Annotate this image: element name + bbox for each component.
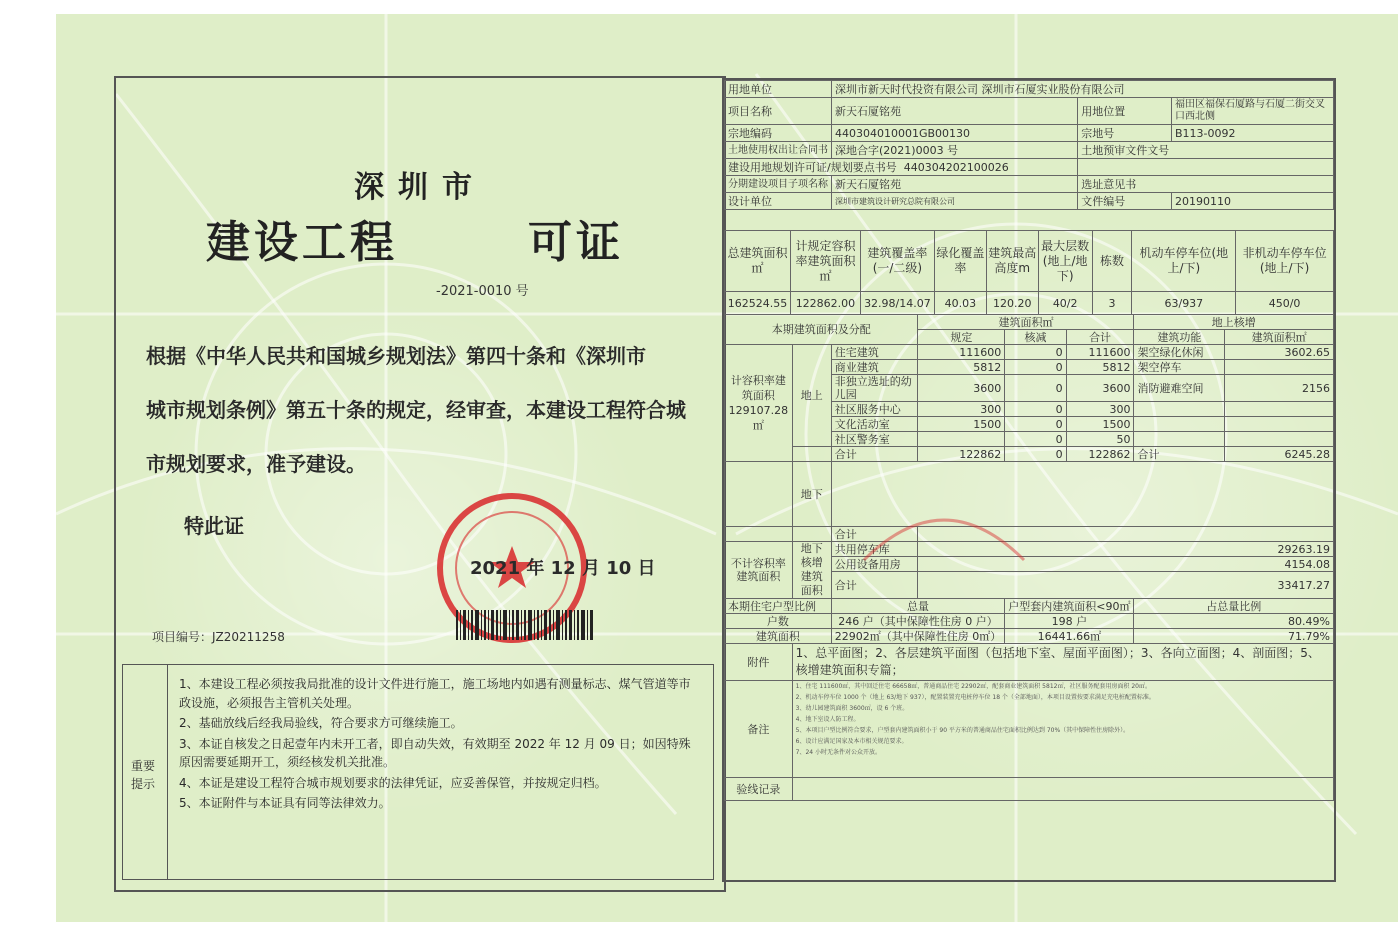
area-label: 建筑面积 (725, 629, 832, 644)
doc-no-value: 20190110 (1171, 193, 1333, 210)
col-total: 合计 (1066, 330, 1134, 345)
function-area (1225, 417, 1334, 432)
attachments-text: 1、总平面图；2、各层建筑平面图（包括地下室、屋面平面图）；3、各向立面图；4、剖面图；5、核增建筑面积专篇； (792, 644, 1333, 681)
use-name: 商业建筑 (831, 360, 918, 375)
housing-col-small: 户型套内建筑面积<90㎡ (1005, 599, 1134, 614)
use-name: 文化活动室 (831, 417, 918, 432)
project-name-label: 项目名称 (725, 98, 832, 125)
area-total: 22902㎡（其中保障性住房 0㎡） (831, 629, 1005, 644)
land-user-label: 用地单位 (725, 81, 832, 98)
parcel-no-label: 宗地号 (1078, 125, 1172, 142)
metric-value: 3 (1092, 292, 1132, 315)
function-name (1134, 417, 1225, 432)
function-area (1225, 360, 1334, 375)
use-deduction: 0 (1005, 417, 1066, 432)
empty-cell (1078, 159, 1334, 176)
remark-item: 2、机动车停车位 1000 个（地上 63/地下 937），配置装置充电桩停车位 18 个（全部地面），本项目设置按要求满足充电桩配置标准。 (795, 694, 1155, 701)
sub-project-label: 分期建设项目子项名称 (725, 176, 832, 193)
metric-header: 非机动车停车位(地上/下) (1236, 231, 1334, 292)
non-fac-total: 33417.27 (918, 572, 1334, 599)
certificate-sheet (56, 14, 1398, 922)
use-standard: 111600 (918, 345, 1005, 360)
title-part1: 建设工程 (206, 217, 398, 268)
issue-date: 2021 年 12 月 10 日 (470, 558, 656, 579)
metric-header: 建筑覆盖率(一/二级) (860, 231, 934, 292)
attachments-label: 附件 (725, 644, 793, 681)
subtotal-label: 合计 (831, 447, 918, 462)
use-name: 社区服务中心 (831, 402, 918, 417)
important-notes-box (122, 664, 714, 880)
remark-item: 7、24 小时无条件对公众开放。 (795, 749, 882, 756)
parcel-no-value: B113-0092 (1171, 125, 1333, 142)
permit-number: -2021-0010 号 (436, 284, 529, 299)
remark-item: 5、本项目户型比例符合要求，户型套内建筑面积小于 90 平方米的普通商品住宅面积比例达到 70%（其中保障性住房除外）。 (795, 727, 1130, 734)
use-standard: 1500 (918, 417, 1005, 432)
body-text-line: 城市规划条例》第五十条的规定，经审查，本建设工程符合城 (146, 398, 686, 422)
barcode (456, 610, 594, 640)
contract-label: 土地使用权出让合同书 (725, 142, 832, 159)
title-part2: 可证 (528, 217, 624, 268)
building-area-label: 建筑面积㎡ (918, 315, 1134, 330)
function-name (1134, 432, 1225, 447)
metric-value: 40/2 (1038, 292, 1092, 315)
remark-item: 3、幼儿园建筑面积 3600㎡，设 6 个班。 (795, 705, 909, 712)
design-unit-value: 深圳市建筑设计研究总院有限公司 (832, 193, 1078, 210)
subtotal-function-area: 6245.28 (1225, 447, 1334, 462)
area-ratio: 71.79% (1134, 629, 1334, 644)
metric-value: 40.03 (934, 292, 986, 315)
use-name: 社区警务室 (831, 432, 918, 447)
function-name: 消防避难空间 (1134, 375, 1225, 402)
city-name: 深圳市 (354, 170, 486, 205)
use-standard: 300 (918, 402, 1005, 417)
use-name: 住宅建筑 (831, 345, 918, 360)
planning-permit-label (725, 159, 1078, 176)
sub-project-value: 新天石厦铭苑 (832, 176, 1078, 193)
area-small: 16441.66㎡ (1005, 629, 1134, 644)
use-standard (918, 432, 1005, 447)
use-total: 3600 (1066, 375, 1134, 402)
right-page (722, 78, 1336, 882)
notes-list (179, 675, 699, 815)
housing-col-ratio: 占总量比例 (1134, 599, 1334, 614)
metric-value: 63/937 (1132, 292, 1236, 315)
remarks-label: 备注 (725, 681, 793, 778)
above-ground-label: 地上 (792, 345, 831, 447)
remarks-cell (792, 681, 1333, 778)
notes-label: 重要提示 (131, 759, 156, 791)
col-standard: 规定 (918, 330, 1005, 345)
left-page (114, 76, 726, 892)
units-label: 户数 (725, 614, 832, 629)
inspection-label: 验线记录 (725, 778, 793, 801)
metric-value: 122862.00 (790, 292, 860, 315)
metric-header: 最大层数(地上/地下) (1038, 231, 1092, 292)
pre-review-label: 土地预审文件文号 (1078, 142, 1334, 159)
doc-no-label: 文件编号 (1078, 193, 1172, 210)
use-deduction: 0 (1005, 345, 1066, 360)
area-dist-label: 本期建筑面积及分配 (725, 315, 918, 345)
subtotal-standard: 122862 (918, 447, 1005, 462)
use-standard: 5812 (918, 360, 1005, 375)
housing-col-total: 总量 (831, 599, 1005, 614)
function-area: 2156 (1225, 375, 1334, 402)
note-item: 4、本证是建设工程符合城市规划要求的法律凭证，应妥善保管，并按规定归档。 (179, 775, 607, 790)
site-opinion-label: 选址意见书 (1078, 176, 1334, 193)
note-item: 2、基础放线后经我局验线，符合要求方可继续施工。 (179, 716, 463, 730)
remark-item: 4、地下室设人防工程。 (795, 716, 860, 723)
metrics-table (724, 230, 1334, 315)
note-item: 1、本建设工程必须按我局批准的设计文件进行施工，施工场地内如遇有测量标志、煤气管道等市政设施，必须报告主管机关处理。 (179, 677, 691, 710)
use-standard: 3600 (918, 375, 1005, 402)
col-deduction: 核减 (1005, 330, 1066, 345)
use-deduction: 0 (1005, 432, 1066, 447)
subtotal-deduction: 0 (1005, 447, 1066, 462)
faded-seal (854, 500, 1034, 570)
below-total-label: 合计 (831, 527, 918, 542)
metric-value: 450/0 (1236, 292, 1334, 315)
use-total: 50 (1066, 432, 1134, 447)
metric-header: 总建筑面积㎡ (725, 231, 791, 292)
body-text-line: 根据《中华人民共和国城乡规划法》第四十条和《深圳市 (146, 344, 646, 368)
use-deduction: 0 (1005, 375, 1066, 402)
planning-permit-value: 440304202100026 (903, 160, 1009, 174)
notes-label-cell (123, 665, 168, 879)
units-ratio: 80.49% (1134, 614, 1334, 629)
project-info-table (724, 80, 1334, 210)
use-total: 300 (1066, 402, 1134, 417)
certificate-title (206, 206, 624, 270)
design-unit-label: 设计单位 (725, 193, 832, 210)
metric-value: 120.20 (986, 292, 1038, 315)
units-total: 246 户（其中保障性住房 0 户） (831, 614, 1005, 629)
utility-label: 公用设备用房 (831, 557, 918, 572)
parcel-code-value: 440304010001GB00130 (832, 125, 1078, 142)
use-total: 111600 (1066, 345, 1134, 360)
inspection-cell (792, 778, 1333, 801)
metric-header: 计规定容积率建筑面积㎡ (790, 231, 860, 292)
function-name: 架空停车 (1134, 360, 1225, 375)
location-value: 福田区福保石厦路与石厦二街交叉口西北侧 (1171, 98, 1333, 125)
metric-header: 建筑最高高度m (986, 231, 1038, 292)
use-total: 1500 (1066, 417, 1134, 432)
planning-permit-label-text: 建设用地规划许可证/规划要点书号 (728, 160, 897, 174)
non-fac-area-label: 不计容积率建筑面积 (725, 542, 793, 599)
empty-cell (725, 527, 793, 542)
remark-item: 1、住宅 111600㎡，其中回迁住宅 66658㎡，普通商品住宅 22902㎡，配套商业建筑面积 5812㎡，社区服务配套用房面积 20㎡。 (795, 683, 1151, 690)
housing-label: 本期住宅户型比例 (725, 599, 832, 614)
metric-header: 机动车停车位(地上/下) (1132, 231, 1236, 292)
metric-value: 32.98/14.07 (860, 292, 934, 315)
empty-cell (792, 447, 831, 462)
remark-item: 6、设计应满足国家及本市相关规范要求。 (795, 738, 908, 745)
col-function-area: 建筑面积㎡ (1225, 330, 1334, 345)
above-check-label: 地上核增 (1134, 315, 1334, 330)
garage-area: 29263.19 (918, 542, 1334, 557)
note-item: 5、本证附件与本证具有同等法律效力。 (179, 796, 391, 810)
below-check-label: 地下核增建筑面积 (792, 542, 831, 599)
use-deduction: 0 (1005, 402, 1066, 417)
non-fac-total-label: 合计 (831, 572, 918, 599)
empty-cell (792, 527, 831, 542)
project-number: 项目编号：JZ20211258 (152, 630, 285, 644)
use-name: 非独立选址的幼儿园 (831, 375, 918, 402)
certify-text: 特此证 (184, 514, 244, 538)
below-ground-label: 地下 (792, 462, 831, 527)
subtotal-total: 122862 (1066, 447, 1134, 462)
empty-cell (725, 462, 793, 527)
metric-header: 绿化覆盖率 (934, 231, 986, 292)
garage-label: 共用停车库 (831, 542, 918, 557)
use-deduction: 0 (1005, 360, 1066, 375)
remarks-text (796, 681, 1330, 758)
location-label: 用地位置 (1078, 98, 1172, 125)
body-text-line: 市规划要求，准予建设。 (146, 452, 366, 476)
fac-area-label: 计容积率建筑面积129107.28㎡ (725, 345, 793, 462)
note-item: 3、本证自核发之日起壹年内未开工者，即自动失效，有效期至 2022 年 12 月 09 日；如因特殊原因需要延期开工，须经核发机关批准。 (179, 736, 691, 769)
function-area: 3602.65 (1225, 345, 1334, 360)
utility-area: 4154.08 (918, 557, 1334, 572)
function-name (1134, 402, 1225, 417)
function-name: 架空绿化休闲 (1134, 345, 1225, 360)
function-area (1225, 402, 1334, 417)
metric-value: 162524.55 (725, 292, 791, 315)
use-total: 5812 (1066, 360, 1134, 375)
function-area (1225, 432, 1334, 447)
parcel-code-label: 宗地编码 (725, 125, 832, 142)
land-user-value: 深圳市新天时代投资有限公司 深圳市石厦实业股份有限公司 (832, 81, 1334, 98)
col-function: 建筑功能 (1134, 330, 1225, 345)
project-name-value: 新天石厦铭苑 (832, 98, 1078, 125)
contract-value: 深地合字(2021)0003 号 (832, 142, 1078, 159)
metric-header: 栋数 (1092, 231, 1132, 292)
subtotal-function-label: 合计 (1134, 447, 1225, 462)
units-small: 198 户 (1005, 614, 1134, 629)
